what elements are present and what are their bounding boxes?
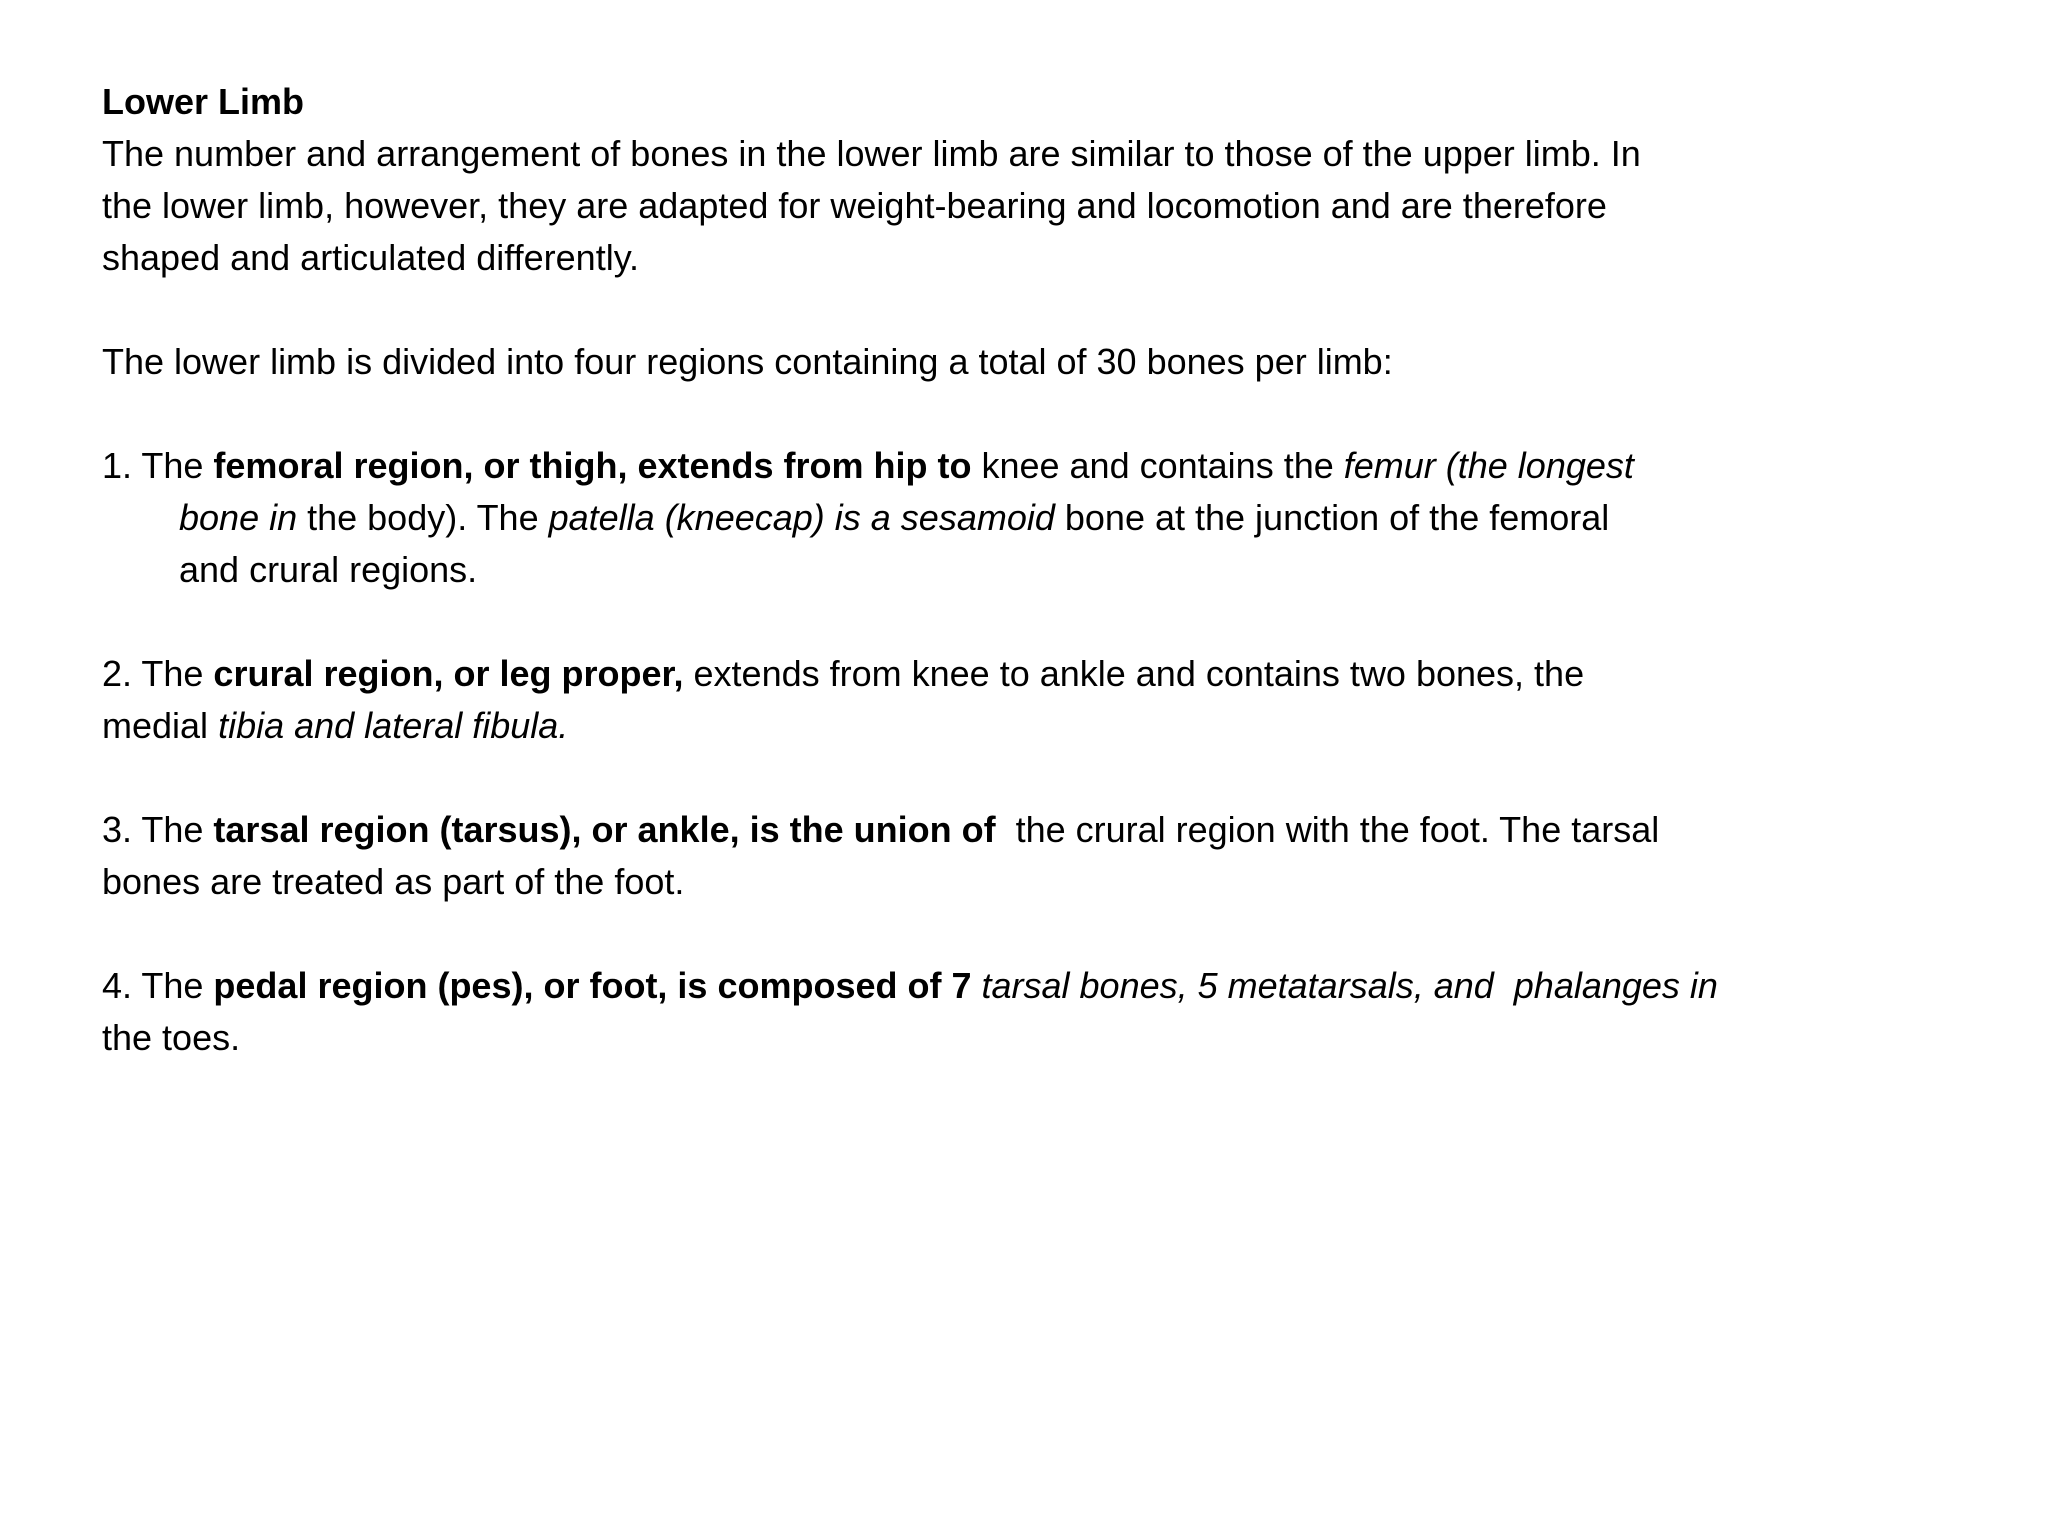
list-item-line — [102, 804, 1862, 856]
list-item-line — [102, 960, 1862, 1012]
list-item-line — [102, 648, 1862, 700]
slide-content — [102, 76, 1862, 1064]
intro-paragraph — [102, 128, 1862, 284]
paragraph-spacer — [102, 284, 1862, 336]
paragraph-spacer — [102, 908, 1862, 960]
bold-text: crural region, or leg proper, — [213, 653, 684, 694]
item-number-text: 1. The — [102, 445, 214, 486]
list-item-line — [102, 492, 1862, 544]
intro-line: the lower limb, however, they are adapted for weight-bearing and locomotion and are therefore — [102, 185, 1607, 226]
slide-title: Lower Limb — [102, 81, 305, 122]
italic-text: tibia and lateral fibula. — [218, 705, 569, 746]
list-item-tarsal — [102, 804, 1862, 908]
list-item-line: the toes. — [102, 1017, 241, 1058]
item-number-text: 3. The — [102, 809, 214, 850]
plain-text: the body). The — [297, 497, 549, 538]
list-item-pedal — [102, 960, 1862, 1064]
italic-text: femur (the longest — [1343, 445, 1634, 486]
paragraph-spacer — [102, 752, 1862, 804]
italic-text: bone in — [179, 497, 298, 538]
list-item-line — [102, 440, 1862, 492]
italic-text: tarsal bones, 5 metatarsals, and phalanges in — [971, 965, 1718, 1006]
bold-text: femoral region, or thigh, extends from hip to — [213, 445, 972, 486]
item-number-text: 4. The — [102, 965, 214, 1006]
plain-text: extends from knee to ankle and contains two bones, the — [683, 653, 1585, 694]
list-item-line: bones are treated as part of the foot. — [102, 861, 685, 902]
paragraph-spacer — [102, 388, 1862, 440]
list-item-line — [102, 700, 1862, 752]
list-item-line: and crural regions. — [179, 549, 478, 590]
summary-paragraph: The lower limb is divided into four regions containing a total of 30 bones per limb: — [102, 341, 1393, 382]
intro-line: shaped and articulated differently. — [102, 237, 640, 278]
bold-text: tarsal region (tarsus), or ankle, is the union of — [213, 809, 996, 850]
list-item-crural — [102, 648, 1862, 752]
intro-line: The number and arrangement of bones in the lower limb are similar to those of the upper limb. In — [102, 133, 1641, 174]
bold-text: pedal region (pes), or foot, is composed of 7 — [213, 965, 972, 1006]
plain-text: bone at the junction of the femoral — [1054, 497, 1610, 538]
list-item-femoral — [102, 440, 1862, 596]
plain-text: the crural region with the foot. The tarsal — [995, 809, 1660, 850]
italic-text: patella (kneecap) is a sesamoid — [548, 497, 1055, 538]
plain-text: knee and contains the — [971, 445, 1344, 486]
item-number-text: 2. The — [102, 653, 214, 694]
paragraph-spacer — [102, 596, 1862, 648]
plain-text: medial — [102, 705, 219, 746]
